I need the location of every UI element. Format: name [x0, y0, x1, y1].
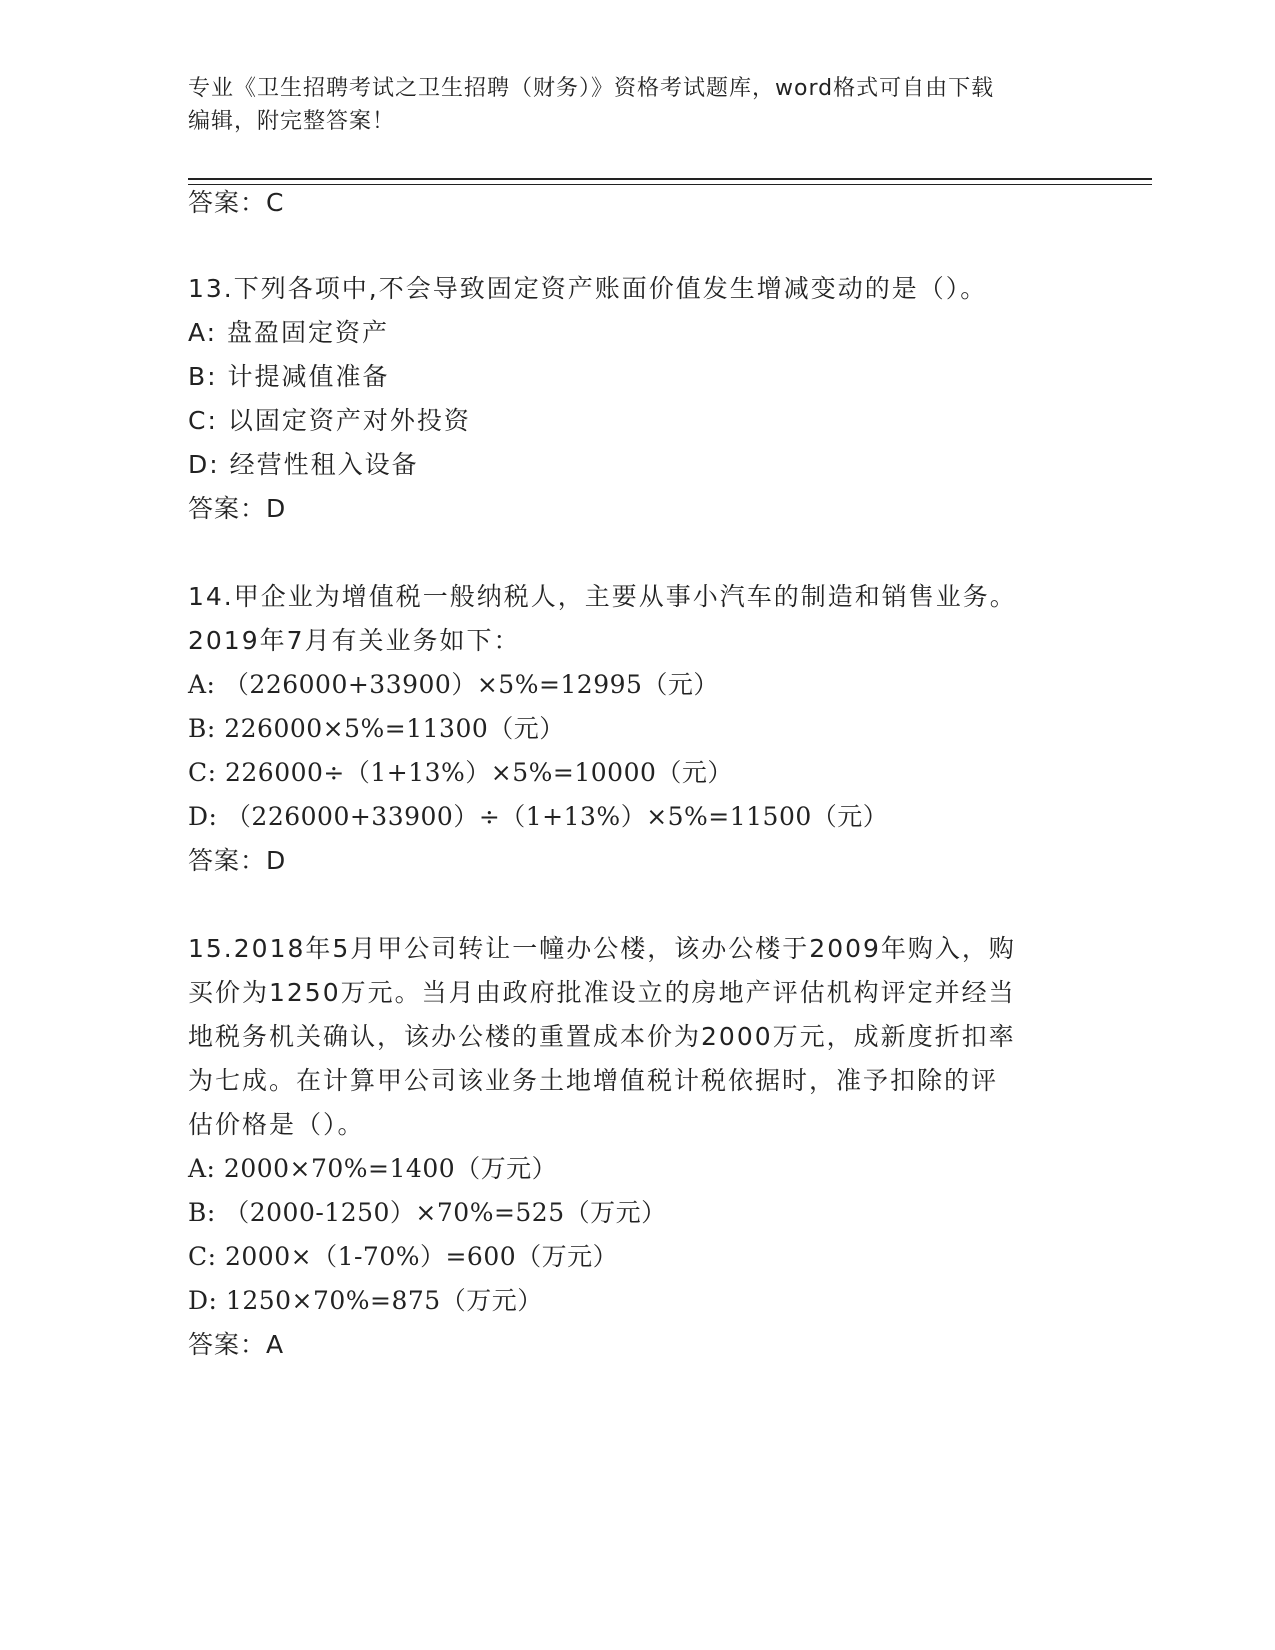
q13-answer: 答案：D: [188, 494, 287, 523]
header-divider-thin: [188, 184, 1152, 185]
q15-stem-line-2: 买价为1250万元。当月由政府批准设立的房地产评估机构评定并经当: [188, 978, 1016, 1007]
q14-stem-line-2: 2019年7月有关业务如下：: [188, 626, 521, 655]
q13-stem: 13.下列各项中,不会导致固定资产账面价值发生增减变动的是（）。: [188, 274, 988, 303]
q13-option-d: D: 经营性租入设备: [188, 450, 419, 479]
q15-option-c: C: 2000×（1-70%）=600（万元）: [188, 1242, 619, 1271]
q15-stem-line-4: 为七成。在计算甲公司该业务土地增值税计税依据时，准予扣除的评: [188, 1066, 999, 1095]
header-line-2: 编辑，附完整答案！: [188, 109, 396, 134]
q15-stem-line-1: 15.2018年5月甲公司转让一幢办公楼，该办公楼于2009年购入，购: [188, 934, 1016, 963]
q14-option-c: C: 226000÷（1+13%）×5%=10000（元）: [188, 758, 733, 787]
q14-option-d: D: （226000+33900）÷（1+13%）×5%=11500（元）: [188, 802, 889, 831]
q13-option-c: C: 以固定资产对外投资: [188, 406, 471, 435]
q15-option-b: B: （2000-1250）×70%=525（万元）: [188, 1198, 667, 1227]
q14-answer: 答案：D: [188, 846, 287, 875]
q14-option-a: A: （226000+33900）×5%=12995（元）: [188, 670, 719, 699]
previous-answer: 答案：C: [188, 188, 285, 217]
q14-stem-line-1: 14.甲企业为增值税一般纳税人，主要从事小汽车的制造和销售业务。: [188, 582, 1017, 611]
header-divider-thick: [188, 178, 1152, 180]
page-header: [188, 72, 1088, 138]
q15-stem-line-3: 地税务机关确认，该办公楼的重置成本价为2000万元，成新度折扣率: [188, 1022, 1016, 1051]
q15-option-a: A: 2000×70%=1400（万元）: [188, 1154, 558, 1183]
q13-option-b: B: 计提减值准备: [188, 362, 390, 391]
header-line-1: 专业《卫生招聘考试之卫生招聘（财务）》资格考试题库，word格式可自由下载: [188, 76, 995, 101]
q13-option-a: A: 盘盈固定资产: [188, 318, 390, 347]
q14-option-b: B: 226000×5%=11300（元）: [188, 714, 565, 743]
q15-answer: 答案：A: [188, 1330, 285, 1359]
q15-option-d: D: 1250×70%=875（万元）: [188, 1286, 543, 1315]
q15-stem-line-5: 估价格是（）。: [188, 1110, 365, 1139]
